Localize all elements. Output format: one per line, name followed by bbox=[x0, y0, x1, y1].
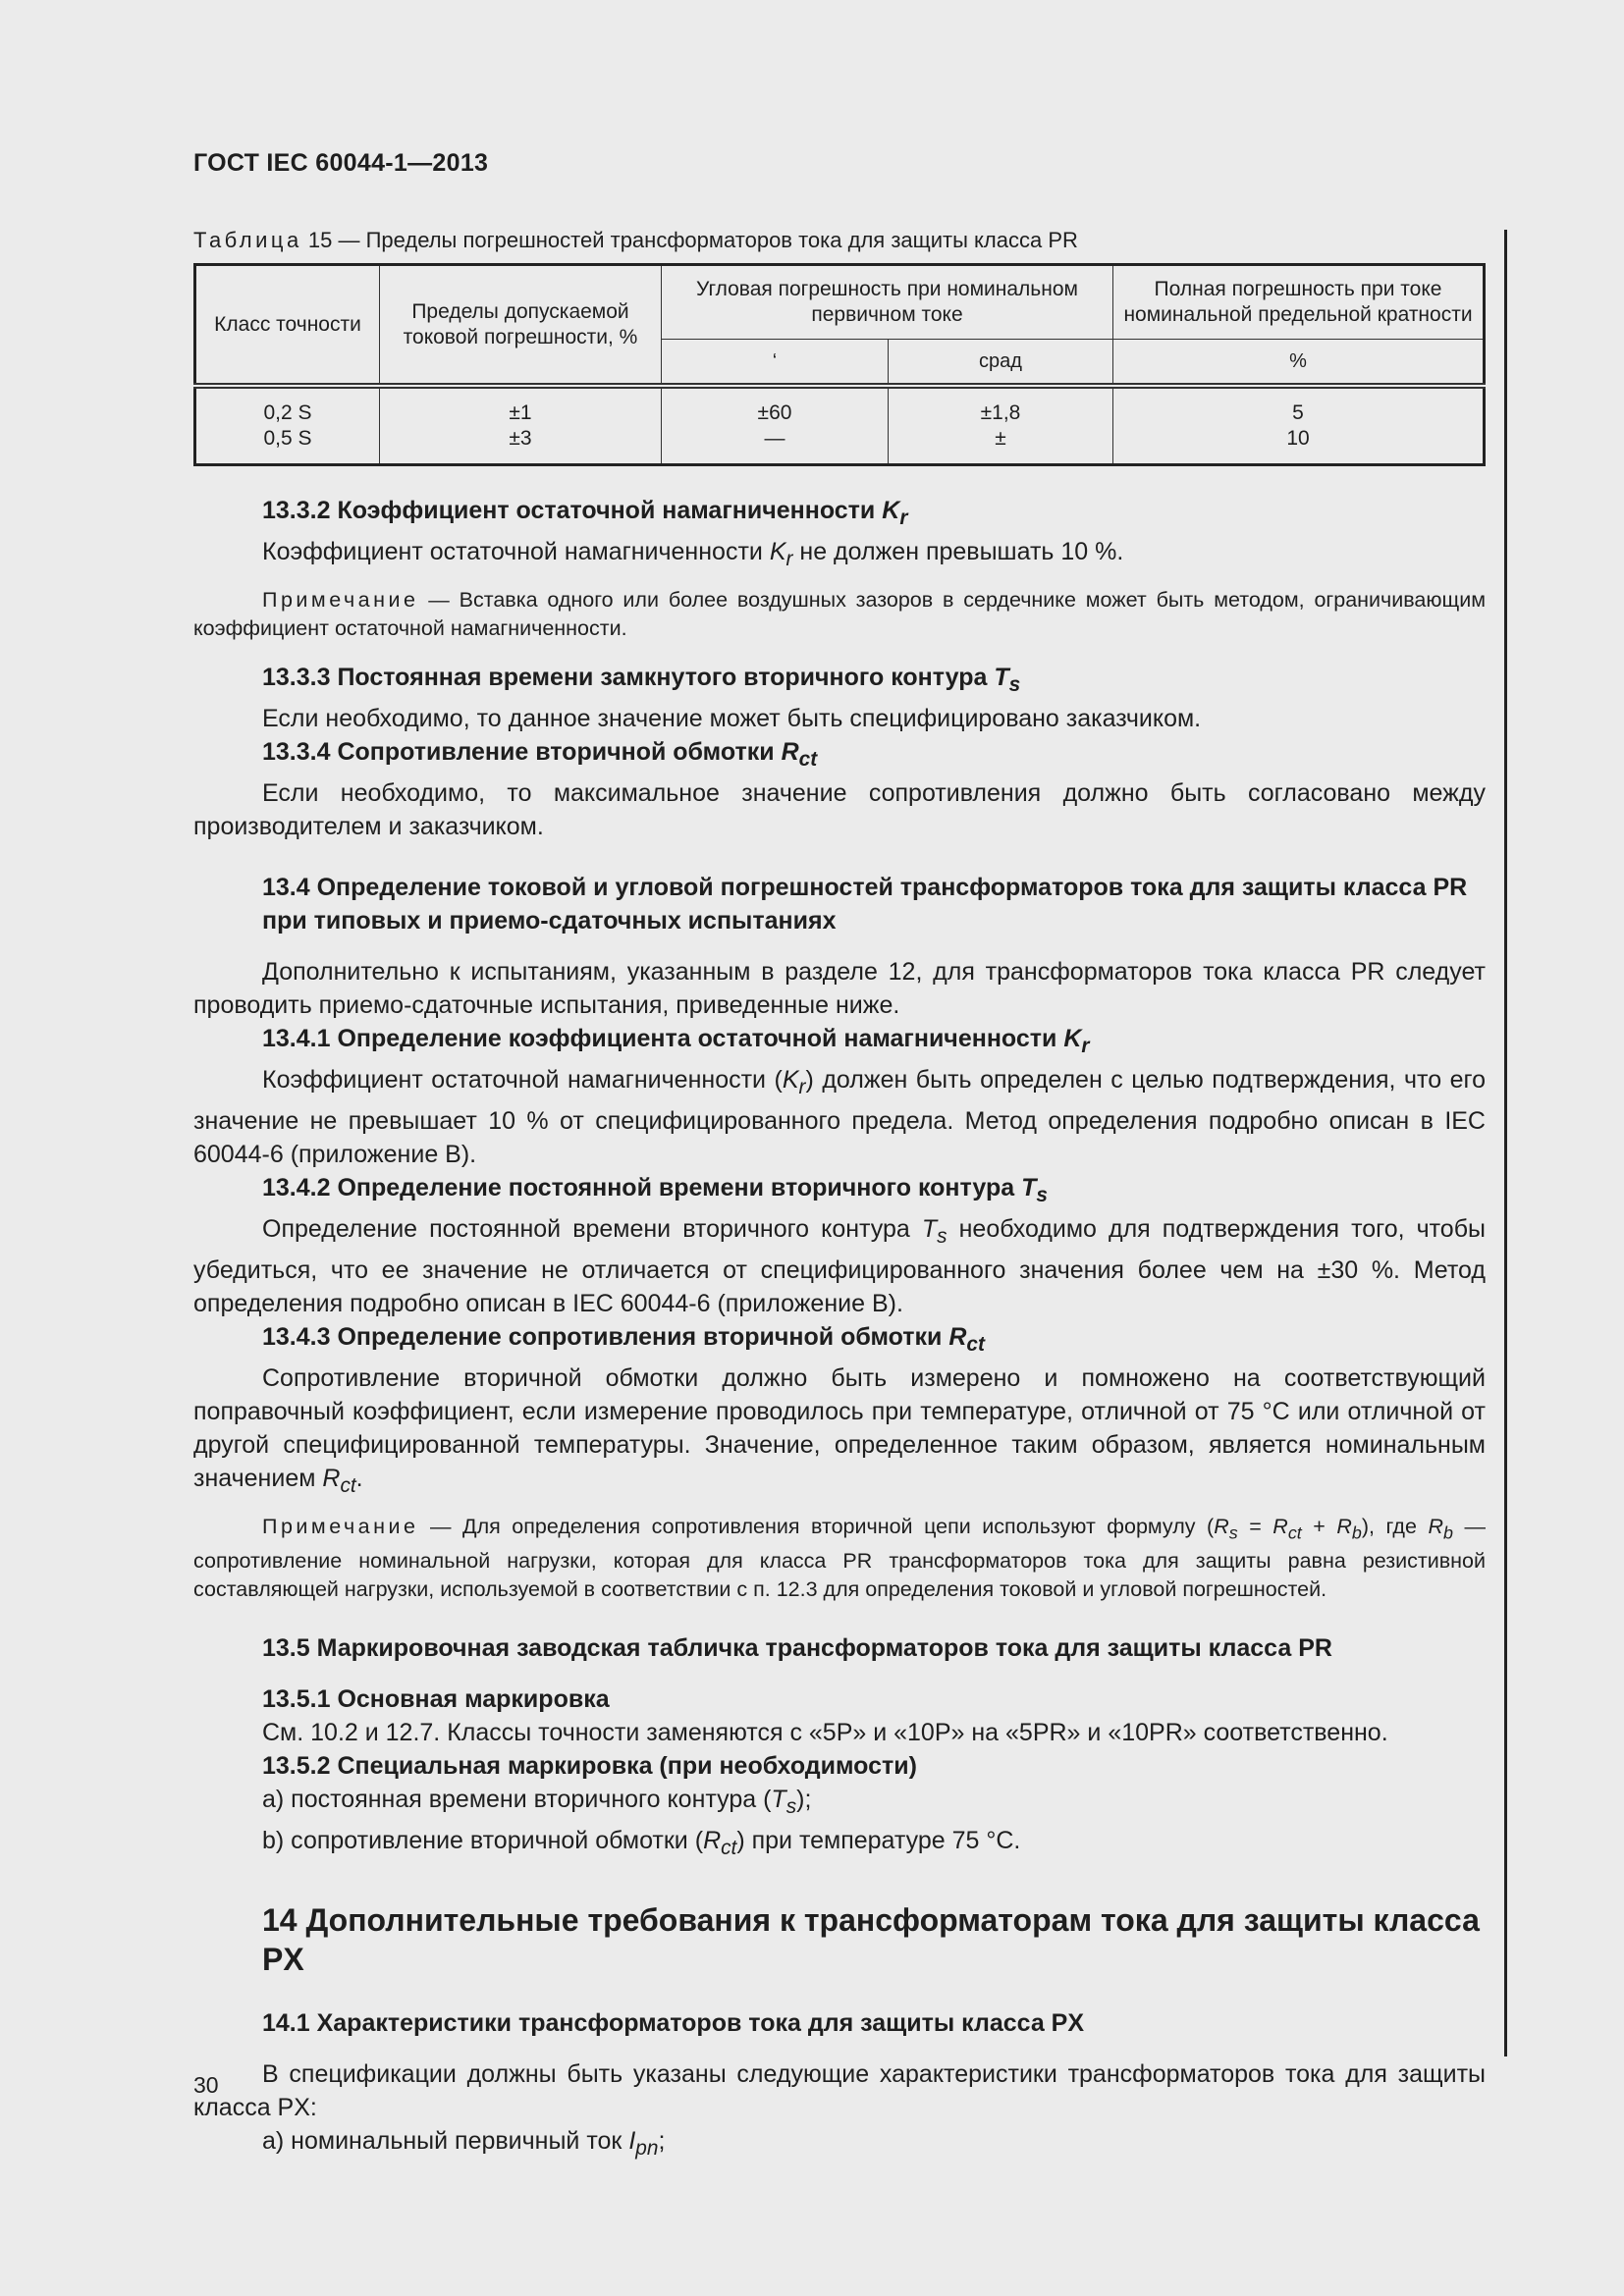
list-item-14-1-a: a) номинальный первичный ток $I_{pn}$; bbox=[262, 2127, 666, 2161]
col-total-header: Полная погрешность при токе номинальной предельной кратности bbox=[1113, 265, 1485, 340]
col-current-error-header: Пределы допускаемой токовой погрешности, % bbox=[380, 265, 662, 387]
heading-13-5-2: 13.5.2 Специальная маркировка (при необходимости) bbox=[262, 1752, 917, 1781]
heading-13-4-3: 13.4.3 Определение сопротивления вторичной обмотки $R_{ct}$ bbox=[262, 1323, 985, 1356]
heading-13-5: 13.5 Маркировочная заводская табличка трансформаторов тока для защиты класса PR bbox=[262, 1634, 1332, 1663]
col-class-header: Класс точности bbox=[195, 265, 380, 387]
cell-current-error: ±1 ±3 bbox=[380, 386, 662, 465]
heading-14: 14 Дополнительные требования к трансформаторам тока для защиты класса PX bbox=[262, 1902, 1480, 1978]
note-13-3-2: Примечание — Вставка одного или более воздушных зазоров в сердечнике может быть методом, ограничивающим коэффициент остаточной намагниченности. bbox=[193, 588, 1486, 640]
table-row bbox=[195, 386, 1485, 465]
page-number: 30 bbox=[193, 2072, 219, 2098]
paragraph-14-1: В спецификации должны быть указаны следующие характеристики трансформаторов тока для защиты класса PX: bbox=[193, 2060, 1486, 2122]
cell-angle-minutes: ±60 — bbox=[662, 386, 889, 465]
unit-percent: % bbox=[1113, 340, 1485, 387]
heading-13-3-4: 13.3.4 Сопротивление вторичной обмотки $R_{ct}$ bbox=[262, 738, 818, 771]
note-13-4-3: Примечание — Для определения сопротивления вторичной цепи используют формулу $(R_s = R_{ct} + R_b)$, где $R_b$ — сопротивление номинальной нагрузки, которая для класса PR трансформаторов тока для защиты равна резистивной составляющей нагрузки, используемой в соответствии с п. 12.3 для определения токовой и угловой погрешностей. bbox=[193, 1515, 1486, 1602]
document-body bbox=[193, 226, 1486, 2165]
paragraph-13-4-2: Определение постоянной времени вторичного контура $T_s$ необходимо для подтверждения того, чтобы убедиться, что ее значение не отличается от специфицированного значения более чем на ±30 %. Метод определения подробно описан в IEC 60044-6 (приложение B). bbox=[193, 1215, 1486, 1317]
paragraph-13-4-1: Коэффициент остаточной намагниченности $(K_r)$ должен быть определен с целью подтверждения, что его значение не превышает 10 % от специфицированного предела. Метод определения подробно описан в IEC 60044-6 (приложение B). bbox=[193, 1066, 1486, 1168]
table-caption-text: 15 — Пределы погрешностей трансформаторов тока для защиты класса PR bbox=[301, 228, 1078, 252]
heading-13-4: 13.4 Определение токовой и угловой погрешностей трансформаторов тока для защиты класса PR при типовых и приемо-сдаточных испытаниях bbox=[262, 874, 1468, 934]
change-bar bbox=[1504, 230, 1507, 2056]
table-15 bbox=[193, 263, 1486, 466]
col-angle-header: Угловая погрешность при номинальном первичном токе bbox=[662, 265, 1113, 340]
cell-class: 0,2 S 0,5 S bbox=[195, 386, 380, 465]
paragraph-13-3-3: Если необходимо, то данное значение может быть специфицировано заказчиком. bbox=[262, 705, 1202, 732]
paragraph-13-5-1: См. 10.2 и 12.7. Классы точности заменяются с «5P» и «10P» на «5PR» и «10PR» соответственно. bbox=[262, 1719, 1388, 1747]
heading-13-4-1: 13.4.1 Определение коэффициента остаточной намагниченности $K_r$ bbox=[262, 1025, 1090, 1057]
list-item-13-5-2-b: b) сопротивление вторичной обмотки $(R_{ct})$ при температуре 75 °C. bbox=[262, 1827, 1021, 1860]
cell-total-error: 5 10 bbox=[1113, 386, 1485, 465]
unit-minutes: ‘ bbox=[662, 340, 889, 387]
heading-14-1: 14.1 Характеристики трансформаторов тока для защиты класса PX bbox=[262, 2009, 1085, 2038]
cell-angle-crad: ±1,8 ± bbox=[889, 386, 1113, 465]
heading-13-3-2: 13.3.2 Коэффициент остаточной намагниченности $K_r$ bbox=[262, 497, 908, 529]
heading-13-5-1: 13.5.1 Основная маркировка bbox=[262, 1685, 610, 1714]
table-caption bbox=[193, 226, 1486, 255]
paragraph-13-3-4: Если необходимо, то максимальное значение сопротивления должно быть согласовано между производителем и заказчиком. bbox=[193, 779, 1486, 840]
heading-13-4-2: 13.4.2 Определение постоянной времени вторичного контура $T_s$ bbox=[262, 1174, 1048, 1206]
document-header: ГОСТ IEC 60044-1—2013 bbox=[193, 149, 489, 177]
unit-crad: срад bbox=[889, 340, 1113, 387]
paragraph-13-4-3: Сопротивление вторичной обмотки должно быть измерено и помножено на соответствующий поправочный коэффициент, если измерение проводилось при температуре, отличной от 75 °C или отличной от другой специфицированной температуры. Значение, определенное таким образом, является номинальным значением $R_{ct}$. bbox=[193, 1364, 1486, 1497]
paragraph-13-4: Дополнительно к испытаниям, указанным в разделе 12, для трансформаторов тока класса PR следует проводить приемо-сдаточные испытания, приведенные ниже. bbox=[193, 958, 1486, 1019]
list-item-13-5-2-a: a) постоянная времени вторичного контура $(T_s)$; bbox=[262, 1786, 812, 1819]
paragraph-13-3-2: Коэффициент остаточной намагниченности $K_r$ не должен превышать 10 %. bbox=[262, 538, 1124, 570]
heading-13-3-3: 13.3.3 Постоянная времени замкнутого вторичного контура $T_s$ bbox=[262, 664, 1021, 696]
table-caption-prefix: Таблица bbox=[193, 228, 302, 252]
